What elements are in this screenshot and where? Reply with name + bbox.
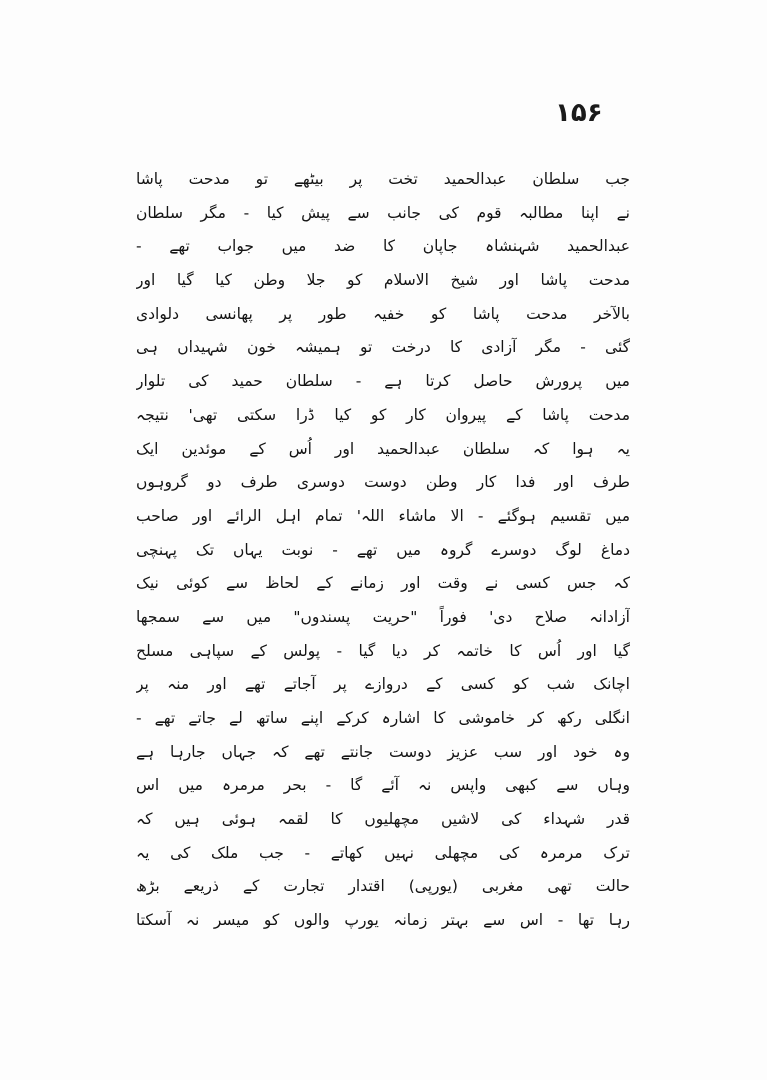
text-line: کہ جس کسی نے وقت اور زمانے کے لحاظ سے کوئی نیک — [136, 574, 630, 593]
text-line: رہا تھا - اس سے بہتر زمانہ یورپ والوں کو میسر نہ آسکتا — [136, 911, 630, 930]
text-line: دماغ لوگ دوسرے گروہ میں تھے - نوبت یہاں تک پہنچی — [136, 540, 630, 559]
page-number: ۱۵۶ — [555, 98, 603, 128]
text-line: اچانک شب کو کسی کے دروازے پر آجاتے تھے اور منہ پر — [136, 675, 630, 694]
text-line: یہ ہوا کہ سلطان عبدالحمید اور اُس کے موئدین ایک — [136, 439, 630, 458]
text-line: حالت تھی مغربی (یورپی) اقتدار تجارت کے ذریعے بڑھ — [136, 877, 630, 896]
text-line: آزادانہ صلاح دی' فوراً "حریت پسندوں" میں سے سمجھا — [136, 607, 630, 626]
text-line: جب سلطان عبدالحمید تخت پر بیٹھے تو مدحت پاشا — [136, 170, 630, 188]
text-line: مدحت پاشا اور شیخ الاسلام کو جلا وطن کیا گیا اور — [136, 271, 630, 290]
text-line: مدحت پاشا کے پیروان کار کو کیا ڈرا سکتی تھی' نتیجہ — [136, 405, 630, 424]
text-line: بالآخر مدحت پاشا کو خفیہ طور پر پھانسی دلوادی — [136, 304, 630, 323]
text-line: انگلی رکھ کر خاموشی کا اشارہ کرکے اپنے ساتھ لے جاتے تھے - — [136, 709, 630, 727]
text-line: گیا اور اُس کا خاتمہ کر دیا گیا - پولس کے سپاہی مسلح — [136, 641, 630, 660]
text-line: ترک مرمرہ کی مچھلی نہیں کھاتے - جب ملک کی یہ — [136, 843, 630, 862]
text-line: طرف اور فدا کار وطن دوست دوسری طرف دو گروہوں — [136, 473, 630, 492]
text-line: عبدالحمید شہنشاہ جاپان کا ضد میں جواب تھے - — [136, 237, 630, 256]
text-line: میں پرورش حاصل کرتا ہے - سلطان حمید کی تلوار — [136, 372, 630, 391]
body-text — [136, 163, 630, 938]
text-line: وہ خود اور سب عزیز دوست جانتے تھے کہ جہاں جارہا ہے — [136, 742, 630, 761]
text-line: میں تقسیم ہوگئے - الا ماشاء اللہ' تمام اہل الرائے اور صاحب — [136, 506, 630, 525]
text-line: نے اپنا مطالبہ قوم کی جانب سے پیش کیا - مگر سلطان — [136, 203, 630, 222]
text-line: قدر شہداء کی لاشیں مچھلیوں کا لقمہ ہوئی ہیں کہ — [136, 810, 630, 829]
text-line: گئی - مگر آزادی کا درخت تو ہمیشہ خون شہیداں ہی — [136, 338, 630, 357]
text-line: وہاں سے کبھی واپس نہ آئے گا - بحر مرمرہ میں اس — [136, 776, 630, 795]
